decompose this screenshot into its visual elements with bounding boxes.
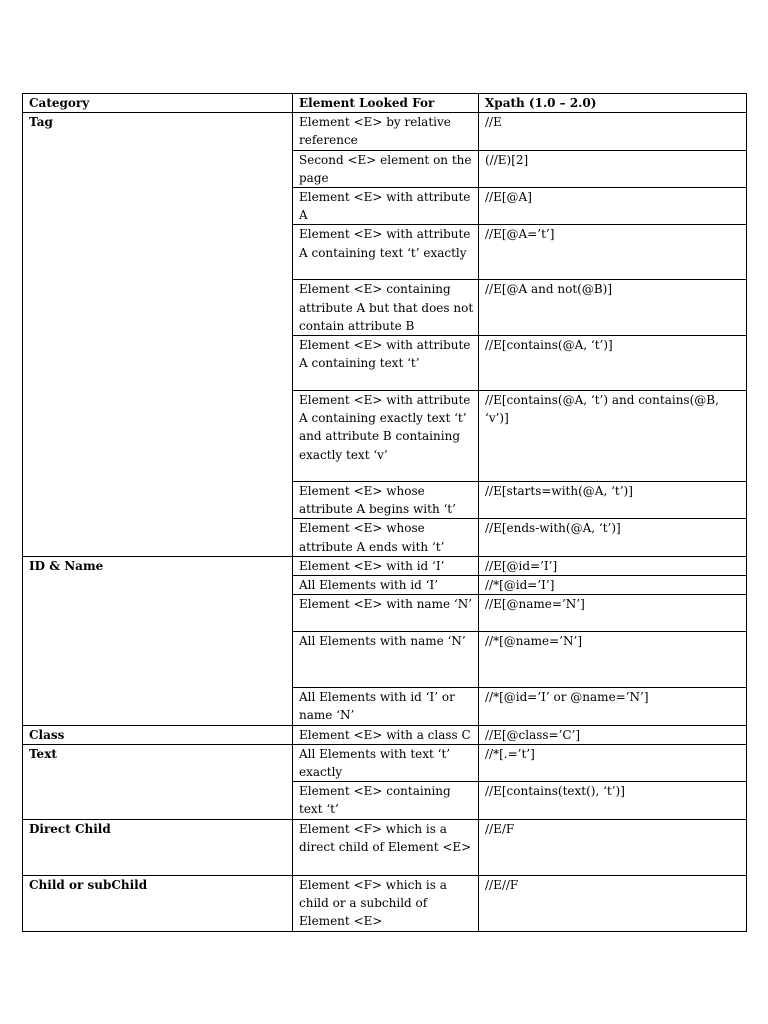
xpath-cell: //E [479,113,747,150]
element-looked-for-cell: Element <F> which is a direct child of Element <E> [293,819,479,875]
element-looked-for-cell: Element <E> with attribute A containing exactly text ‘t’ and attribute B containing exactly text ‘v’ [293,391,479,482]
xpath-cell: //E[@A=’t’] [479,225,747,280]
category-cell: Child or subChild [23,875,293,931]
table-row [23,725,747,744]
element-looked-for-cell: Element <E> by relative reference [293,113,479,150]
header-xpath: Xpath (1.0 – 2.0) [479,94,747,113]
element-looked-for-cell: Element <E> whose attribute A begins with ‘t’ [293,482,479,519]
xpath-cell: //E[@class=’C’] [479,725,747,744]
xpath-cell: //E[@A and not(@B)] [479,280,747,336]
element-looked-for-cell: All Elements with id ‘I’ or name ‘N’ [293,688,479,725]
element-looked-for-cell: Element <E> with attribute A containing text ‘t’ [293,336,479,391]
xpath-cell: //*[@name=’N’] [479,632,747,688]
header-element-looked-for: Element Looked For [293,94,479,113]
xpath-cell: //E[@id=’I’] [479,556,747,575]
xpath-cell: //*[@id=’I’ or @name=’N’] [479,688,747,725]
table-row [23,875,747,931]
element-looked-for-cell: Second <E> element on the page [293,150,479,187]
document-page [22,93,746,932]
element-looked-for-cell: All Elements with name ‘N’ [293,632,479,688]
table-row [23,744,747,781]
xpath-cell: (//E)[2] [479,150,747,187]
element-looked-for-cell: Element <E> with name ‘N’ [293,595,479,632]
element-looked-for-cell: Element <E> with attribute A [293,188,479,225]
xpath-reference-table [22,93,747,932]
xpath-cell: //E/F [479,819,747,875]
xpath-cell: //*[.=’t’] [479,744,747,781]
table-row [23,819,747,875]
xpath-cell: //E[@name=’N’] [479,595,747,632]
xpath-cell: //*[@id=’I’] [479,576,747,595]
element-looked-for-cell: Element <E> with a class C [293,725,479,744]
element-looked-for-cell: All Elements with id ‘I’ [293,576,479,595]
element-looked-for-cell: Element <E> containing text ‘t’ [293,782,479,819]
element-looked-for-cell: Element <E> whose attribute A ends with ‘t’ [293,519,479,556]
category-cell: Direct Child [23,819,293,875]
category-cell: Class [23,725,293,744]
table-row [23,556,747,575]
xpath-cell: //E[ends-with(@A, ‘t’)] [479,519,747,556]
category-cell: Tag [23,113,293,557]
category-cell: ID & Name [23,556,293,725]
element-looked-for-cell: Element <E> with attribute A containing text ‘t’ exactly [293,225,479,280]
element-looked-for-cell: Element <E> containing attribute A but that does not contain attribute B [293,280,479,336]
header-row [23,94,747,113]
element-looked-for-cell: Element <E> with id ‘I’ [293,556,479,575]
element-looked-for-cell: All Elements with text ‘t’ exactly [293,744,479,781]
header-category: Category [23,94,293,113]
xpath-cell: //E[contains(text(), ‘t’)] [479,782,747,819]
xpath-cell: //E//F [479,875,747,931]
table-row [23,113,747,150]
xpath-cell: //E[starts=with(@A, ‘t’)] [479,482,747,519]
element-looked-for-cell: Element <F> which is a child or a subchild of Element <E> [293,875,479,931]
xpath-cell: //E[@A] [479,188,747,225]
category-cell: Text [23,744,293,819]
table-body [23,113,747,931]
xpath-cell: //E[contains(@A, ‘t’)] [479,336,747,391]
xpath-cell: //E[contains(@A, ‘t’) and contains(@B, ‘v’)] [479,391,747,482]
